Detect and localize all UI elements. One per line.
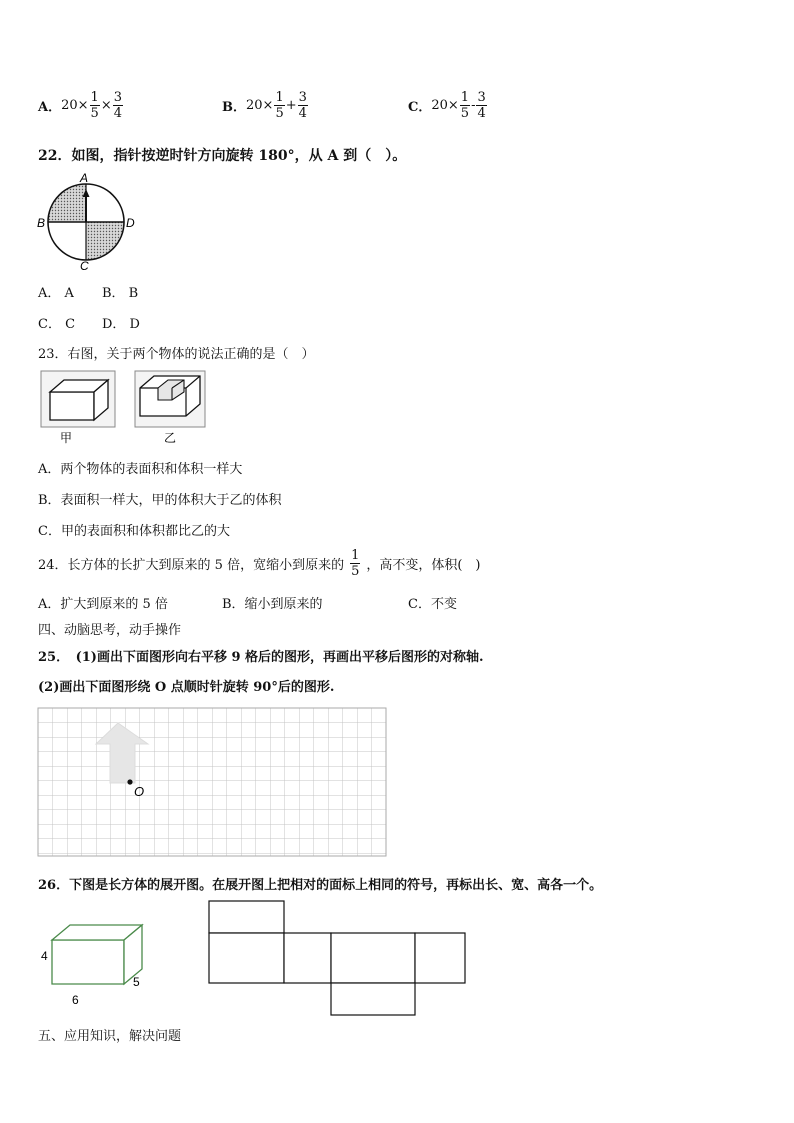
q24-option-b[interactable]: B．缩小到原来的 <box>222 597 323 612</box>
q21-option-b[interactable] <box>222 90 309 121</box>
dim-height: 4 <box>41 949 48 963</box>
net-face-left <box>209 933 284 983</box>
q24-stem-before: 24．长方体的长扩大到原来的 5 倍，宽缩小到原来的 <box>38 558 345 573</box>
label-right: D <box>126 216 135 230</box>
fraction: $\frac{3}{4}$ <box>298 90 307 121</box>
q22-option-c[interactable]: C． C <box>38 317 76 332</box>
expr-prefix: 20× <box>246 98 274 113</box>
cuboid-jia-front <box>50 392 94 420</box>
q22-option-b[interactable]: B． B <box>102 286 139 301</box>
q25-line-2: (2)画出下面图形绕 O 点顺时针旋转 90°后的图形. <box>38 680 335 695</box>
option-label: A． <box>38 100 62 115</box>
q21-option-a[interactable] <box>38 90 124 121</box>
operator: - <box>471 98 476 113</box>
net-face-right <box>415 933 465 983</box>
label-jia: 甲 <box>60 431 73 445</box>
point-o-label: O <box>134 784 145 799</box>
drawing-grid[interactable] <box>38 708 388 858</box>
fraction: $\frac{3}{4}$ <box>113 90 122 121</box>
fraction: $\frac{1}{5}$ <box>275 90 284 121</box>
clock-dial-figure <box>30 170 140 273</box>
net-face-center <box>331 933 415 983</box>
cuboid-net[interactable] <box>208 900 470 1018</box>
operator: × <box>100 98 112 113</box>
cuboid-3d-figure <box>38 920 148 1010</box>
label-left: B <box>37 216 46 230</box>
q25-line-1: 25． (1)画出下面图形向右平移 9 格后的图形，再画出平移后图形的对称轴. <box>38 650 484 665</box>
label-top: A <box>80 171 89 185</box>
q22-stem: 22．如图，指针按逆时针方向旋转 180°，从 A 到（ ）。 <box>38 148 407 164</box>
label-yi: 乙 <box>164 431 177 445</box>
label-bottom: C <box>80 259 89 273</box>
q24-stem-after: ，高不变，体积( ) <box>366 558 481 573</box>
net-face-bottom <box>331 983 415 1015</box>
q23-option-c[interactable]: C．甲的表面积和体积都比乙的大 <box>38 524 230 539</box>
q22-option-d[interactable]: D． D <box>102 317 140 332</box>
q21-option-c[interactable] <box>408 90 488 121</box>
dim-length: 6 <box>72 993 79 1007</box>
q24-option-a[interactable]: A．扩大到原来的 5 倍 <box>38 597 168 612</box>
fraction: $\frac{1}{5}$ <box>460 90 470 121</box>
dim-width: 5 <box>133 975 140 989</box>
q24-option-c[interactable]: C．不变 <box>408 597 457 612</box>
cuboid-front <box>52 940 124 984</box>
q23-option-a[interactable]: A．两个物体的表面积和体积一样大 <box>38 462 243 477</box>
q24-stem <box>38 548 481 579</box>
net-face-top <box>209 901 284 933</box>
point-o <box>127 779 132 784</box>
section-4-heading: 四、动脑思考，动手操作 <box>38 623 182 638</box>
q23-option-b[interactable]: B．表面积一样大，甲的体积大于乙的体积 <box>38 493 282 508</box>
fraction: $\frac{1}{5}$ <box>90 90 99 121</box>
operator: + <box>285 98 297 113</box>
expr-prefix: 20× <box>61 98 89 113</box>
net-face-middle <box>284 933 331 983</box>
q26-stem: 26．下图是长方体的展开图。在展开图上把相对的面标上相同的符号，再标出长、宽、高各一个。 <box>38 878 603 893</box>
expr-prefix: 20× <box>431 98 459 113</box>
q23-stem: 23．右图，关于两个物体的说法正确的是（ ） <box>38 347 315 362</box>
option-label: B． <box>222 100 246 115</box>
q22-option-a[interactable]: A． A <box>38 286 74 301</box>
option-label: C． <box>408 100 432 115</box>
fraction: $\frac{1}{5}$ <box>351 548 360 579</box>
grid-area <box>38 708 386 856</box>
fraction: $\frac{3}{4}$ <box>477 90 486 121</box>
section-5-heading: 五、应用知识，解决问题 <box>38 1029 182 1044</box>
solids-figure <box>40 370 210 450</box>
